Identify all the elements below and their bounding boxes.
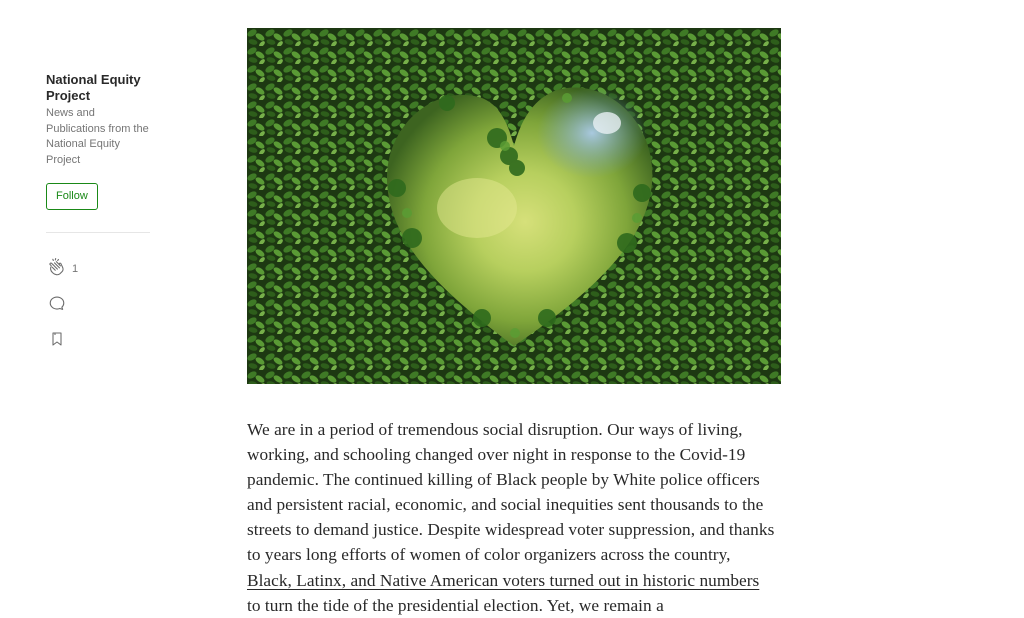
bookmark-action: [46, 327, 150, 351]
paragraph-lead: We are in a period of tremendous social disruption. Our ways of living, working, and schooling changed over night in response to the Covid-19 pandemic. The continued killing of Black people by White police officers and persistent racial, economic, and social inequities sent thousands to the streets to demand justice. Despite widespread voter suppression, and thanks to years long efforts of women of color organizers across the country,: [247, 420, 775, 565]
clap-icon[interactable]: [46, 256, 68, 278]
sidebar-divider: [46, 232, 150, 233]
hero-image: [247, 28, 781, 384]
publication-name[interactable]: National Equity Project: [46, 72, 141, 103]
article-paragraph: [247, 417, 777, 618]
voter-turnout-link[interactable]: Black, Latinx, and Native American voters turned out in historic numbers: [247, 570, 760, 590]
comment-action: [46, 291, 150, 315]
publication-description: News and Publications from the National Equity Project: [46, 107, 149, 166]
follow-button[interactable]: Follow: [46, 183, 98, 210]
article-body: [247, 417, 777, 618]
clap-count: 1: [72, 263, 79, 276]
paragraph-tail: to turn the tide of the presidential election. Yet, we remain a: [247, 595, 664, 615]
hedge-heart-image: [247, 28, 781, 384]
comment-icon[interactable]: [46, 292, 68, 314]
bookmark-icon[interactable]: [46, 328, 68, 350]
clap-action: [46, 255, 150, 279]
publication-sidebar: [46, 72, 150, 351]
